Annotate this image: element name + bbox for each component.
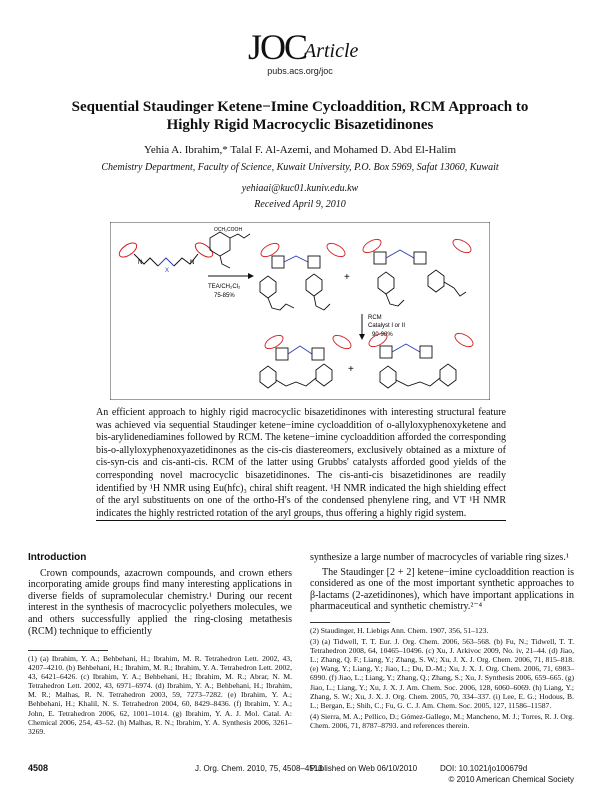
paper-title: Sequential Staudinger Ketene−Imine Cycloaddition, RCM Approach to Highly Rigid Macrocyclic Bisazetidinones: [71, 99, 529, 133]
yield-2-label: 90-98%: [372, 332, 393, 338]
acid-reagent: [210, 232, 250, 268]
received-date: Received April 9, 2010: [254, 199, 346, 210]
footnote-2: (2) Staudinger, H. Liebigs Ann. Chem. 1907, 356, 51–123.: [310, 626, 489, 635]
intro-paragraph-3: The Staudinger [2 + 2] ketene−imine cycloaddition reaction is considered as one of the most important synthetic approaches to β-lactams (2-azetidinones), which have important applications in pharmaceutical and synthetic chemistry.²⁻⁴: [310, 566, 574, 613]
footer-copyright: © 2010 American Chemical Society: [448, 775, 574, 784]
logo-joc-text: JOC: [248, 27, 307, 67]
logo-article-text: Article: [304, 40, 359, 62]
acid-reagent-label: OCH₂COOH: [214, 227, 243, 233]
body-left-column: [28, 552, 292, 640]
footnote-3: (3) (a) Tidwell, T. T. Eur. J. Org. Chem. 2006, 563–568. (b) Fu, N.; Tidwell, T. T. Tetrahedron 2008, 64, 10465–10496. (c) Xu, J. Arkivoc 2009, No. iv, 21–44. (d) Jiao, L.; Zhang, Q. F.; Liang, Y.; Zhang, S. W.; Xu, J. X. J. Org. Chem. 2006, 71, 815–818. (e) Wang, Y.; Liang, Y.; Jiao, L.; Du, D.-M.; Xu, J. X. J. Org. Chem. 2006, 71, 6983–6990. (f) Jiao, L.; Liang, Y.; Zhang, Q.; Zhang, S.; Xu, J. Synthesis 2006, 659–665. (g) Jiao, L.; Liang, Y.; Xu, J. X. J. Am. Chem. Soc. 2006, 128, 6060–6069. (h) Liang, Y.; Zhang, S. W.; Xu, J. X. J. Org. Chem. 2005, 70, 334–337. (i) Lee, E. G.; Hodous, B. L.; Bergan, E.; Shih, C.; Fu, G. C. J. Am. Chem. Soc. 2005, 127, 11586–11587.: [310, 637, 574, 710]
svg-text:N: N: [138, 260, 143, 266]
macrocycle-product-b: [367, 331, 475, 388]
bis-azetidinone-product-a: [259, 241, 347, 310]
page-number: 4508: [28, 763, 49, 773]
abstract-text: An efficient approach to highly rigid macrocyclic bisazetidinones with interesting structural feature was achieved via sequential Staudinger ketene−imine cycloaddition of o-allyloxyphenoxyketene and bis-arylidenediamines followed by RCM. The ketene−imine cycloaddition afforded the corresponding bis-o-allyloxyphenoxyazetidinones as the cis-cis diastereomers, exclusively obtained as a mixture of cis-syn-cis and cis-anti-cis. RCM of the latter using Grubbs' catalysts afforded good yields of the corresponding novel macrocyclic bisazetidinones. The cis-anti-cis bisazetidinones are readily identified by ¹H NMR using Eu(hfc)₃ chiral shift reagent. ¹H NMR indicated the high shielding effect of the aryl substituents on one of the ortho-H's of the condensed phenylene ring, and VT ¹H NMR indicates the highly restricted rotation of the aryl groups, thus offering a highly rigid system.: [96, 407, 506, 519]
scheme-frame: [110, 222, 490, 400]
reaction-scheme: [110, 222, 490, 400]
bis-azetidinone-product-b: [361, 237, 473, 306]
paper-authors: Yehia A. Ibrahim,* Talal F. Al-Azemi, and Mohamed D. Abd El-Halim: [143, 144, 456, 156]
body-right-column: [310, 552, 574, 616]
paper-affiliation: Chemistry Department, Faculty of Science, Kuwait University, P.O. Box 5969, Safat 13060, Kuwait: [101, 162, 499, 173]
reagent-1-label: TEA/CH₂Cl₂: [208, 284, 241, 290]
svg-text:N: N: [190, 260, 195, 266]
footer-doi[interactable]: DOI: 10.1021/jo100679d: [440, 764, 528, 773]
footnote-rule-right: [310, 622, 390, 623]
footer-published-date: Published on Web 06/10/2010: [310, 764, 418, 773]
footnote-1: (1) (a) Ibrahim, Y. A.; Behbehani, H.; Ibrahim, M. R. Tetrahedron Lett. 2002, 43, 4207–4210. (b) Behbehani, H.; Ibrahim, M. R.; Ibrahim, Y. A. Tetrahedron Lett. 2002, 43, 6421–6426. (c) Ibrahim, Y. A.; Behbehani, H.; Ibrahim, M. R.; Abrar, N. M. Tetrahedron Lett. 2002, 43, 6971–6974. (d) Ibrahim, Y. A.; Behbehani, H.; Ibrahim, M. R.; Malhas, R. N. Tetrahedron 2003, 59, 7273–7282. (e) Ibrahim, Y. A.; Behbehani, H.; Khalil, N. S. Tetrahedron 2004, 60, 8429–8436. (f) Ibrahim, Y. A.; John, E. Tetrahedron 2006, 62, 1001–1014. (g) Ibrahim, Y. A. J. Mol. Catal. A: Chemical 2006, 254, 43–52. (h) Malhas, R. N.; Ibrahim, Y. A. Synthesis 2006, 3261–3269.: [28, 654, 292, 736]
author-email[interactable]: yehiaai@kuc01.kuniv.edu.kw: [241, 183, 359, 194]
svg-text:X: X: [165, 268, 170, 274]
abstract-divider: [96, 520, 506, 521]
plus-sign-2: +: [348, 364, 354, 375]
macrocycle-product-a: [260, 333, 353, 388]
journal-url[interactable]: pubs.acs.org/joc: [267, 66, 333, 76]
section-heading-introduction: Introduction: [28, 552, 87, 563]
yield-1-label: 75-85%: [214, 293, 235, 299]
footnotes-left: [28, 654, 292, 738]
reagent-2-label-line2: Catalyst I or II: [368, 323, 406, 329]
intro-paragraph-2: synthesize a large number of macrocycles of variable ring sizes.¹: [310, 552, 569, 563]
diimine-structure: [117, 240, 215, 266]
plus-sign-1: +: [344, 272, 350, 283]
footnote-4: (4) Sierra, M. A.; Pellico, D.; Gómez-Gallego, M.; Mancheno, M. J.; Torres, R. J. Org. Chem. 2006, 71, 8787–8793. and references therein.: [310, 711, 574, 730]
reagent-2-label-line1: RCM: [368, 315, 382, 321]
intro-paragraph-1: Crown compounds, azacrown compounds, and crown ethers incorporating amide groups find many interesting applications in diverse fields of supramolecular chemistry.¹ During our recent interest in the synthesis of macrocyclic polyethers molecules, we and others successfully applied the ring-closing metathesis (RCM) technique to efficiently: [28, 567, 292, 637]
footnote-rule-left: [28, 650, 108, 651]
footer-page-number: [28, 763, 48, 773]
journal-logo: [248, 26, 358, 66]
footer-journal-citation: J. Org. Chem. 2010, 75, 4508–4513: [195, 764, 323, 773]
footnotes-right: [310, 626, 574, 732]
aryl-ring-highlight: [117, 240, 139, 260]
